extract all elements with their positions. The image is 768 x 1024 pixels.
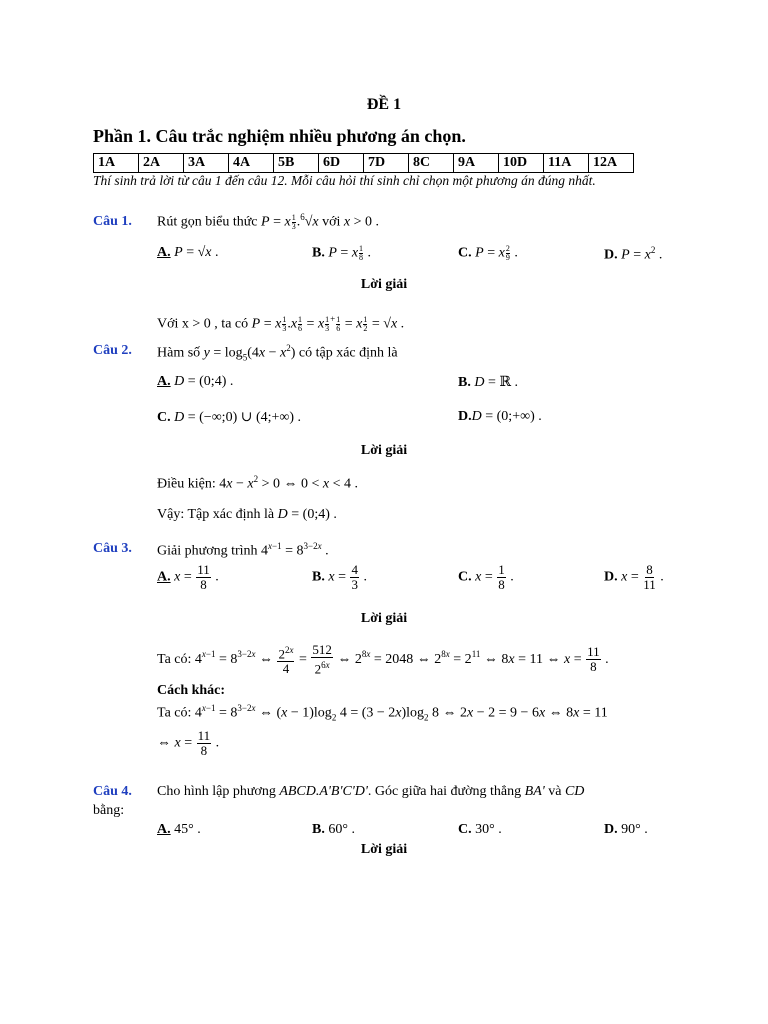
question-2-option-c: C. D = (−∞;0) ∪ (4;+∞) . — [157, 410, 302, 425]
question-1-option-a: A. P = √x . — [157, 245, 219, 260]
answer-cell: 8C — [409, 154, 454, 173]
question-2-solution-line-1: Điều kiện: $4x - x^2 > 0$ ⇔ 0 < x < 4 . — [157, 474, 358, 492]
part-heading: Phần 1. Câu trắc nghiệm nhiều phương án chọn. — [93, 126, 466, 146]
question-2-option-a: A. D = (0;4) . — [157, 374, 234, 389]
solution-heading: Lời giải — [360, 443, 408, 458]
answer-cell: 12A — [589, 154, 634, 173]
question-1-condition: với — [322, 214, 341, 230]
solution-heading: Lời giải — [360, 611, 408, 626]
question-3-text: Giải phương trình $4^{x-1} = 8^{3-2x}$ . — [157, 541, 329, 559]
solution-heading: Lời giải — [360, 277, 408, 292]
question-1-option-d: D. $P = x^2$ . — [604, 245, 663, 263]
answer-cell: 1A — [94, 154, 139, 173]
question-1-option-c: C. P = x $\frac{2}{9}$ . — [458, 244, 518, 262]
answer-cell: 11A — [544, 154, 589, 173]
question-3-option-c: C. x = $\frac{1}{8}$ . — [458, 562, 514, 592]
question-1-label: Câu 1. — [93, 214, 132, 229]
solution-heading: Lời giải — [360, 842, 408, 857]
question-3-alt-label: Cách khác: — [157, 683, 226, 698]
answer-cell: 6D — [319, 154, 364, 173]
question-4-option-a: A. 45° . — [157, 822, 201, 837]
question-1-stem: Rút gọn biểu thức — [157, 214, 258, 230]
question-1-solution: Với x > 0 , ta có P = x $\frac{1}{3}$ .x $\frac{1}{6}$ = x $\frac{1}{3}$ + $\frac{1}{6}$ = x $\frac{1}{2}$ = √x . — [157, 314, 405, 333]
question-4-label: Câu 4. — [93, 784, 132, 799]
page-title: ĐỀ 1 — [366, 96, 402, 113]
answer-cell: 9A — [454, 154, 499, 173]
question-2-option-b: B. D = ℝ . — [458, 375, 518, 390]
answer-cell: 3A — [184, 154, 229, 173]
question-2-text: Hàm số $y = \log_5(4x - x^2)$ có tập xác định là — [157, 343, 398, 363]
question-3-solution: Ta có: $4^{x-1} = 8^{3-2x}$ ⇔ $\frac{2^{2x}}{4}$ = $\frac{512}{2^{6x}}$ ⇔ $2^{8x} = 2048$ ⇔ $2^{8x} = 2^{11}$ ⇔ 8x = 11 ⇔ x = $\frac{11}{8}$ . — [157, 642, 609, 677]
question-4-option-c: C. 30° . — [458, 822, 502, 837]
answer-cell: 2A — [139, 154, 184, 173]
question-4-option-d: D. 90° . — [604, 822, 648, 837]
question-2-option-d: D.D = (0;+∞) . — [458, 409, 542, 424]
question-3-alt-result: ⇔ x = $\frac{11}{8}$ . — [157, 728, 220, 758]
answer-cell: 10D — [499, 154, 544, 173]
question-1-text: Rút gọn biểu thức P = x $\frac{1}{3}$ .$^6$√x với x > 0 . — [157, 212, 380, 231]
question-3-option-b: B. x = $\frac{4}{3}$ . — [312, 562, 367, 592]
answer-cell: 5B — [274, 154, 319, 173]
question-4-text: Cho hình lập phương ABCD.A'B'C'D'. Góc giữa hai đường thẳng BA' và CD — [157, 784, 585, 799]
answer-key-table — [93, 153, 634, 173]
question-3-option-a: A. x = $\frac{11}{8}$ . — [157, 562, 219, 592]
question-3-label: Câu 3. — [93, 541, 132, 556]
question-4-option-b: B. 60° . — [312, 822, 355, 837]
question-3-alt-solution: Ta có: $4^{x-1} = 8^{3-2x}$ ⇔ $(x - 1)\log_2$ $4 = (3 - 2x)\log_2$ 8 ⇔ 2x − 2 = 9 − 6x ⇔ 8x = 11 — [157, 703, 608, 723]
instruction-text: Thí sinh trả lời từ câu 1 đến câu 12. Mỗi câu hỏi thí sinh chỉ chọn một phương án đúng nhất. — [93, 173, 596, 188]
question-2-label: Câu 2. — [93, 343, 132, 358]
question-4-text-end: bằng: — [93, 803, 125, 818]
question-2-solution-line-2: Vậy: Tập xác định là D = (0;4) . — [157, 507, 337, 522]
answer-cell: 4A — [229, 154, 274, 173]
question-1-option-b: B. P = x $\frac{1}{8}$ . — [312, 244, 372, 262]
answer-cell: 7D — [364, 154, 409, 173]
question-3-option-d: D. x = $\frac{8}{11}$ . — [604, 562, 664, 592]
